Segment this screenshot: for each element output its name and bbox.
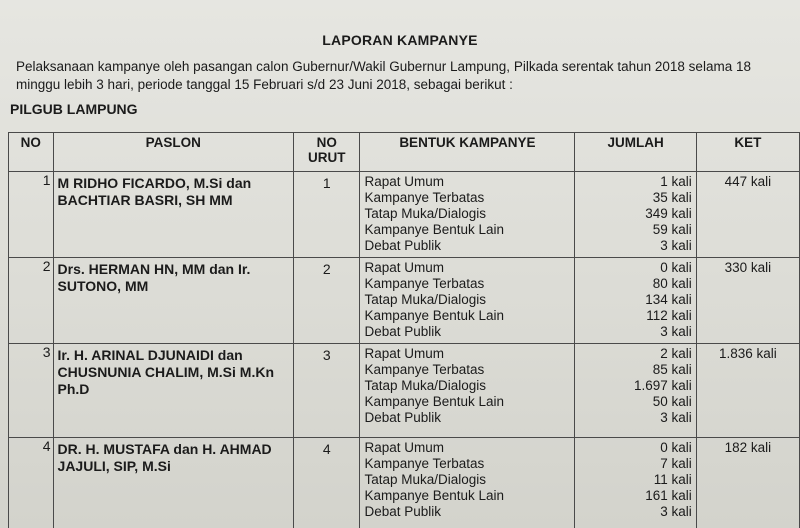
- row-paslon: [53, 258, 294, 344]
- section-heading: PILGUB LAMPUNG: [10, 101, 138, 117]
- table-row: [9, 438, 800, 528]
- row-jumlah: [575, 344, 696, 438]
- intro-paragraph: Pelaksanaan kampanye oleh pasangan calon Gubernur/Wakil Gubernur Lampung, Pilkada serentak tahun 2018 selama 18 minggu lebih 3 hari, periode tanggal 15 Februari s/d 23 Juni 2018, sebagai berikut :: [16, 59, 751, 92]
- row-no-urut: 2: [294, 258, 360, 344]
- bentuk-item: Tatap Muka/Dialogis: [364, 378, 487, 393]
- bentuk-item: Rapat Umum: [364, 346, 444, 361]
- jumlah-item: 7 kali: [660, 456, 692, 471]
- bentuk-item: Kampanye Bentuk Lain: [364, 394, 505, 409]
- row-no-urut: 3: [294, 344, 360, 438]
- row-jumlah: [575, 258, 696, 344]
- bentuk-item: Tatap Muka/Dialogis: [364, 292, 487, 307]
- paslon-line: Ph.D: [57, 381, 90, 397]
- table-header-row: [9, 133, 800, 172]
- jumlah-item: 134 kali: [645, 292, 692, 307]
- jumlah-item: 1.697 kali: [633, 378, 692, 393]
- bentuk-item: Debat Publik: [364, 504, 441, 519]
- bentuk-item: Rapat Umum: [364, 440, 444, 455]
- table-row: [9, 258, 800, 344]
- jumlah-item: 161 kali: [645, 488, 692, 503]
- bentuk-item: Tatap Muka/Dialogis: [364, 472, 487, 487]
- table-row: [9, 172, 800, 258]
- row-jumlah: [575, 172, 696, 258]
- row-no-urut: 1: [294, 172, 360, 258]
- row-bentuk: [360, 344, 575, 438]
- paslon-line: CHUSNUNIA CHALIM, M.Si M.Kn: [57, 364, 274, 380]
- row-paslon: [53, 172, 294, 258]
- row-no-urut: 4: [294, 438, 360, 528]
- row-ket: 330 kali: [696, 258, 799, 344]
- bentuk-item: Debat Publik: [364, 238, 441, 253]
- paslon-line: SUTONO, MM: [57, 278, 149, 294]
- jumlah-item: 3 kali: [660, 410, 692, 425]
- bentuk-item: Kampanye Terbatas: [364, 190, 485, 205]
- jumlah-item: 59 kali: [652, 222, 692, 237]
- jumlah-item: 349 kali: [645, 206, 692, 221]
- jumlah-item: 35 kali: [652, 190, 692, 205]
- paslon-line: DR. H. MUSTAFA dan H. AHMAD: [57, 441, 272, 457]
- jumlah-item: 0 kali: [660, 260, 692, 275]
- row-jumlah: [575, 438, 696, 528]
- jumlah-item: 0 kali: [660, 440, 692, 455]
- bentuk-item: Kampanye Terbatas: [364, 456, 485, 471]
- jumlah-item: 1 kali: [660, 174, 692, 189]
- table-row: [9, 344, 800, 438]
- paslon-line: Drs. HERMAN HN, MM dan Ir.: [57, 261, 251, 277]
- header-jumlah: JUMLAH: [575, 133, 696, 172]
- row-no: 2: [9, 258, 54, 344]
- bentuk-item: Kampanye Bentuk Lain: [364, 308, 505, 323]
- row-paslon: [53, 438, 294, 528]
- header-no: NO: [9, 133, 54, 172]
- jumlah-item: 11 kali: [653, 472, 692, 487]
- row-bentuk: [360, 172, 575, 258]
- bentuk-item: Kampanye Terbatas: [364, 276, 485, 291]
- header-bentuk: BENTUK KAMPANYE: [360, 133, 575, 172]
- jumlah-item: 80 kali: [652, 276, 692, 291]
- paslon-line: JAJULI, SIP, M.Si: [57, 458, 171, 474]
- header-no-urut: [294, 133, 360, 172]
- row-no: 3: [9, 344, 54, 438]
- row-paslon: [53, 344, 294, 438]
- bentuk-item: Rapat Umum: [364, 260, 444, 275]
- paslon-line: M RIDHO FICARDO, M.Si dan: [57, 175, 252, 191]
- row-no: 1: [9, 172, 54, 258]
- bentuk-item: Kampanye Bentuk Lain: [364, 488, 505, 503]
- campaign-table: [8, 132, 800, 528]
- header-no-urut-line-1: NO: [316, 135, 337, 150]
- paslon-line: BACHTIAR BASRI, SH MM: [57, 192, 233, 208]
- row-ket: 1.836 kali: [696, 344, 799, 438]
- jumlah-item: 3 kali: [660, 324, 692, 339]
- header-paslon: PASLON: [53, 133, 294, 172]
- jumlah-item: 50 kali: [652, 394, 692, 409]
- bentuk-item: Debat Publik: [364, 324, 441, 339]
- jumlah-item: 85 kali: [652, 362, 692, 377]
- jumlah-item: 112 kali: [646, 308, 692, 323]
- bentuk-item: Rapat Umum: [364, 174, 444, 189]
- document-title: LAPORAN KAMPANYE: [322, 32, 478, 48]
- row-bentuk: [360, 258, 575, 344]
- row-ket: 182 kali: [696, 438, 799, 528]
- header-no-urut-line-2: URUT: [308, 150, 346, 165]
- bentuk-item: Debat Publik: [364, 410, 441, 425]
- bentuk-item: Tatap Muka/Dialogis: [364, 206, 487, 221]
- jumlah-item: 3 kali: [660, 238, 692, 253]
- row-ket: 447 kali: [696, 172, 799, 258]
- bentuk-item: Kampanye Terbatas: [364, 362, 485, 377]
- jumlah-item: 2 kali: [660, 346, 692, 361]
- paslon-line: Ir. H. ARINAL DJUNAIDI dan: [57, 347, 243, 363]
- row-bentuk: [360, 438, 575, 528]
- header-ket: KET: [696, 133, 799, 172]
- jumlah-item: 3 kali: [660, 504, 692, 519]
- row-no: 4: [9, 438, 54, 528]
- bentuk-item: Kampanye Bentuk Lain: [364, 222, 505, 237]
